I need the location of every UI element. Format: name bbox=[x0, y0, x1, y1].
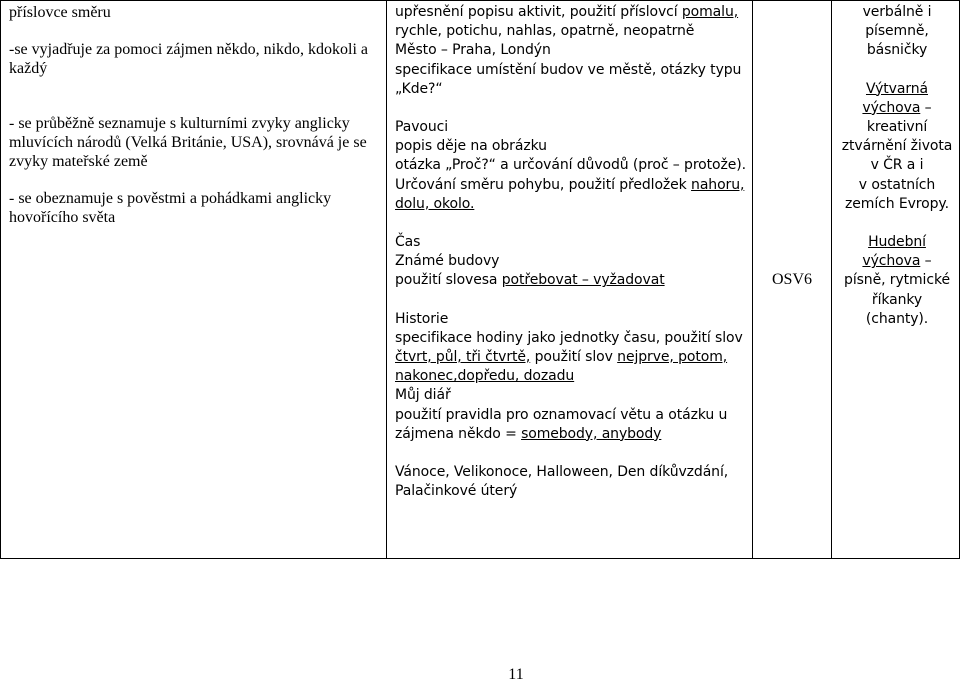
col1-paragraph-2: - se průběžně seznamuje s kulturními zvyky anglicky mluvících národů (Velká Británie, USA), srovnává je se zvyky mateřské země bbox=[9, 115, 367, 170]
links-line: výchova – bbox=[862, 253, 932, 270]
content-line: rychle, potichu, nahlas, opatrně, neopatrně bbox=[395, 23, 695, 40]
content-line: specifikace hodiny jako jednotky času, použití slov bbox=[395, 329, 743, 346]
links-line: básničky bbox=[866, 42, 928, 59]
content-line: „Kde?“ bbox=[395, 80, 443, 97]
content-line: Známé budovy bbox=[395, 253, 500, 270]
content-line: čtvrt, půl, tři čtvrtě, použití slov nejprve, potom, bbox=[395, 349, 728, 366]
content-line: použití pravidla pro oznamovací větu a otázku u bbox=[395, 406, 728, 423]
links-line: říkanky bbox=[871, 291, 923, 308]
content-line: nakonec,dopředu, dozadu bbox=[395, 368, 575, 385]
cross-curricular-code-cell bbox=[753, 1, 832, 559]
links-line: Hudební bbox=[868, 234, 926, 251]
content-line: použití slovesa potřebovat – vyžadovat bbox=[395, 272, 665, 289]
expected-outcomes-cell bbox=[1, 1, 387, 559]
links-line: písemně, bbox=[865, 23, 929, 40]
col1-paragraph-3: - se obeznamuje s pověstmi a pohádkami anglicky hovořícího světa bbox=[9, 190, 332, 226]
table-row bbox=[1, 1, 960, 559]
links-line: verbálně i bbox=[862, 4, 932, 20]
col1-paragraph-1: -se vyjadřuje za pomoci zájmen někdo, nikdo, kdokoli a každý bbox=[9, 41, 369, 77]
interdisciplinary-links-cell bbox=[832, 1, 960, 559]
content-line: specifikace umístění budov ve městě, otázky typu bbox=[395, 61, 742, 78]
content-line: upřesnění popisu aktivit, použití příslovcí pomalu, bbox=[395, 4, 739, 20]
content-line: Určování směru pohybu, použití předložek nahoru, bbox=[395, 176, 745, 193]
content-line: Vánoce, Velikonoce, Halloween, Den díkůvzdání, bbox=[395, 464, 729, 481]
links-line: zemích Evropy. bbox=[845, 195, 949, 212]
content-line: Čas bbox=[395, 234, 421, 251]
content-line: otázka „Proč?“ a určování důvodů (proč – protože). bbox=[395, 157, 746, 174]
links-line: výchova – bbox=[862, 99, 932, 116]
links-line: Výtvarná bbox=[865, 80, 928, 97]
links-line: ztvárnění života bbox=[841, 138, 953, 155]
curriculum-content-cell bbox=[387, 1, 753, 559]
page-number: 11 bbox=[508, 666, 524, 683]
content-line: Můj diář bbox=[395, 387, 451, 404]
content-line: zájmena někdo = somebody, anybody bbox=[395, 425, 662, 442]
links-line: (chanty). bbox=[865, 310, 929, 327]
content-line: dolu, okolo. bbox=[395, 195, 475, 212]
links-line: písně, rytmické bbox=[844, 272, 950, 289]
content-line: Město – Praha, Londýn bbox=[395, 42, 551, 59]
osv-code: OSV6 bbox=[771, 270, 812, 288]
col1-heading: příslovce směru bbox=[9, 4, 111, 21]
content-line: popis děje na obrázku bbox=[395, 138, 547, 155]
content-line: Palačinkové úterý bbox=[395, 483, 518, 500]
content-line: Pavouci bbox=[395, 119, 449, 136]
links-line: kreativní bbox=[866, 119, 928, 136]
content-line: Historie bbox=[395, 310, 449, 327]
links-line: v ČR a i bbox=[870, 157, 924, 174]
links-line: v ostatních bbox=[858, 176, 936, 193]
